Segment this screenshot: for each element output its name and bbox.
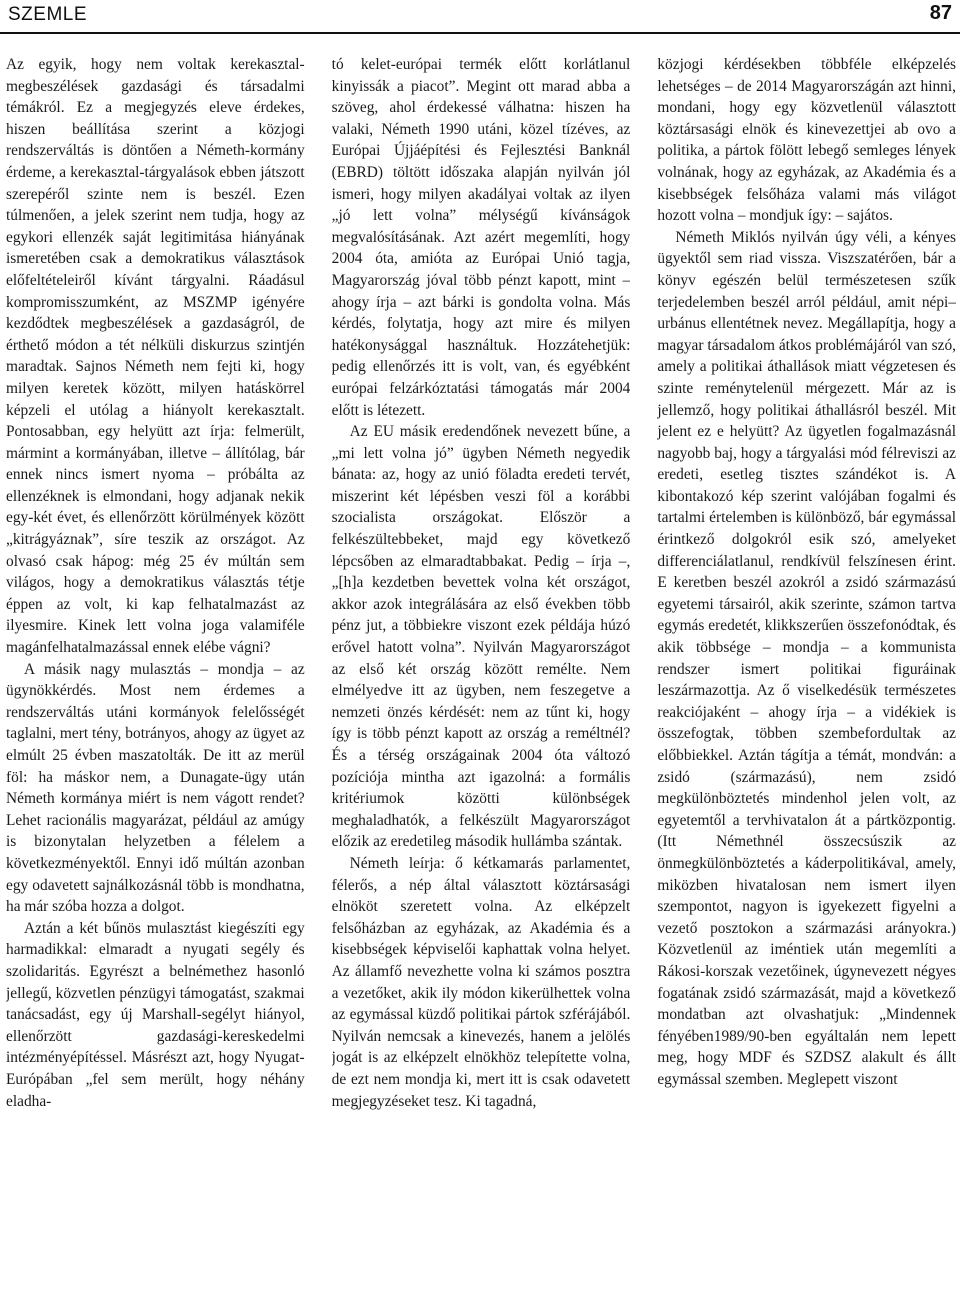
paragraph: Németh Miklós nyilván úgy véli, a kényes ügyektől sem riad vissza. Viszszatérően, bár a könyv egészén belül természetesen szűk terjedelemben beszél arról például, amit népi–urbánus ellentétnek nevez. Megállapítja, hogy a magyar társadalom átkos problémájáról van szó, amely a politikai áthallások miatt végzetesen és szinte reménytelenül mérgezett. Már az is jellemző, hogy politikai áthallásról beszél. Mit jelent ez e helyütt? Az ügyetlen fogalmazásnál nagyobb baj, hogy a tárgyalási mód félreviszi az eredeti, esetleg tisztes szándékot is. A kibontakozó kép szerint valójában fogalmi és tartalmi értelemben is különböző, bár egymással érintkező dolgokról esik szó, amelyeket differenciálatlanul, rendkívül felszínesen érint. E keretben beszél azokról a zsidó származású egyetemi társairól, akik szerinte, számon tartva egymás eredetét, klikkszerűen összefonódtak, és akik többsége – mondja – a kommunista rendszer ismert politikai figuráinak leszármazottja. Az ő viselkedésük természetes reakciójaként – ahogy írja – a vidékiek is összefogtak, többen szembefordultak az előbbiekkel. Aztán tágítja a témát, mondván: a zsidó (származású), nem zsidó megkülönböztetés mindenhol jelen volt, az egyetemtől a tervhivatalon át a pártközpontig. (Itt Némethnél összecsúszik az önmegkülönböztetés a káderpolitikával, amely, miközben hivatalosan nem ismert ilyen szempontot, nagyon is igyekezett figyelni a vezető posztokon a származási arányokra.) Közvetlenül az iméntiek után megemlíti a Rákosi-korszak vezetőinek, úgynevezett négyes fogatának zsidó származását, majd a következő mondatban azt olvashatjuk: „Mindennek fényében1989/90-ben egyáltalán nem lepett meg, hogy MDF és SZDSZ alakult és állt egymással szemben. Meglepett viszont [657,228,956,1088]
paragraph: Az egyik, hogy nem voltak kerekasztal-megbeszélések gazdasági és társadalmi témákról. Ez a megjegyzés eleve érdekes, hiszen beállítása szerint a közjogi rendszerváltás is döntően a Németh-kormány érdeme, a kerekasztal-tárgyalások ebben játszott szerepéről szinte nem is beszél. Ezen túlmenően, a jelek szerint nem tudja, hogy az egykori ellenzék saját legitimitása hiányának ismeretében csak a demokratikus választások előfeltételeiről kívánt tárgyalni. Ráadásul kompromisszumként, az MSZMP igényére kezdődtek megbeszélések a gazdaságról, de érthető módon a tét nélküli diskurzus szintjén maradtak. Sajnos Németh nem fejti ki, hogy milyen keretek között, milyen hatáskörrel képzeli el utólag a hiányolt kerekasztalt. Pontosabban, egy helyütt azt írja: felmerült, mármint a kormányában, illetve – állítólag, bár ennek nincs ismert nyoma – próbálta az ellenzéknek is elmondani, hogy adjanak nekik egy-két évet, és ellenőrzött körülmények között „kitrágyáznak”, síre teszik az országot. Az olvasó csak hápog: még 25 év múltán sem világos, hogy a demokratikus választás tétje éppen az volt, ki kap felhatalmazást az ilyesmire. Kinek lett volna joga valamiféle magánfelhatalmazással ennek elébe vágni? [6,56,305,657]
paragraph: Aztán a két bűnös mulasztást kiegészíti egy harmadikkal: elmaradt a nyugati segély és szolidaritás. Egyrészt a belnémethez hasonló jellegű, közvetlen pénzügyi támogatást, szakmai tanácsadást, egy új Marshall-segélyt hiányol, ellenőrzött gazdasági-kereskedelmi intézményépítéssel. Másrészt azt, hogy Nyugat-Európában „fel sem merült, hogy néhány eladha- [6,919,305,1110]
paragraph: közjogi kérdésekben többféle elképzelés lehetséges – de 2014 Magyarországán azt hinni, mondani, hogy egy közvetlenül választott köztársasági elnök és kinevezettjei ab ovo a politika, a pártok fölött lebegő semleges lények volnának, hogy az egyházak, az Akadémia és a kisebbségek felsőháza valami más világot hozott volna – mondjuk így: – sajátos. [657,56,956,225]
text-column-1 [6,54,305,1292]
paragraph: Németh leírja: ő kétkamarás parlamentet, félerős, a nép által választott köztársasági elnököt szeretett volna. Az elképzelt felsőházban az egyházak, az Akadémia és a kisebbségek képviselői kaphattak volna helyet. Az államfő nevezhette volna ki számos posztra a vezetőket, akik ily módon kikerülhettek volna az egymással küzdő politikai pártok szférájából. Nyilván nemcsak a kinevezés, hanem a jelölés jogát is az elképzelt elnökhöz telepítette volna, de ezt nem mondja ki, mert itt is csak odavetett megjegyzéseket tesz. Ki tagadná, [331,854,631,1110]
page-number: 87 [929,2,952,24]
paragraph: A másik nagy mulasztás – mondja – az ügynökkérdés. Most nem érdemes a rendszerváltás utáni kormányok felelősségét taglalni, mert tény, botrányos, ahogy az ügyet az elmúlt 25 évben maszatolták. De itt az merül föl: ha máskor nem, a Dunagate-ügy után Németh kormánya miért is nem vágott rendet? Lehet racionális magyarázat, például az amúgy is bizonytalan helyzetben a félelem a következményektől. Ennyi idő múltán azonban egy odavetett sajnálkozásnál több is mondhatna, ha már szóba hozza a dolgot. [6,660,305,916]
page-header [0,0,960,34]
paragraph: Az EU másik eredendőnek nevezett bűne, a „mi lett volna jó” ügyben Németh negyedik bánata: az, hogy az unió föladta eredeti tervét, miszerint két lépésben veszi föl a korábbi szocialista országokat. Először a felkészültebbeket, majd egy következő lépcsőben az elmaradtabbakat. Pedig – írja –, „[h]a kezdetben bevettek volna két országot, akkor azok integrálására az első években több pénz jut, a többiekre viszont ezek példája húzó erővel hatott volna”. Nyilván Magyarországot az első két ország között remélte. Nem elmélyedve itt az ügyben, nem feszegetve a nemzeti önzés kérdését: nem az tűnt ki, hogy így is több pénzt kapott az ország a reméltnél? És a térség országainak 2004 óta változó pozíciója mintha azt igazolná: a formális kritériumok közötti különbségek meghaladhatók, a felkészült Magyarországot előzik az eredetileg második hullámba szántak. [331,423,631,851]
paragraph: tó kelet-európai termék előtt korlátlanul kinyissák a piacot”. Megint ott marad abba a szöveg, ahol érdekessé válhatna: hiszen ha valaki, Németh 1990 utáni, közel tízéves, az Európai Újjáépítési és Fejlesztési Banknál (EBRD) töltött időszaka alapján nyilván jól ismeri, hogy milyen akadályai voltak az ilyen „jó lett volna” mélységű kívánságok megvalósításának. Azt azért megemlíti, hogy 2004 óta, amióta az Európai Unió tagja, Magyarország jóval több pénzt kapott, mint – ahogy írja – azt bárki is gondolta volna. Más kérdés, folytatja, hogy azt mire és milyen hatékonysággal használtuk. Hozzátehetjük: pedig ellenőrzés itt is volt, van, és egyébként európai felzárkóztatási támogatás már 2004 előtt is létezett. [331,56,631,419]
section-title: SZEMLE [8,4,88,25]
text-columns [6,54,956,1292]
text-column-3 [657,54,956,1292]
text-column-2 [332,54,631,1292]
